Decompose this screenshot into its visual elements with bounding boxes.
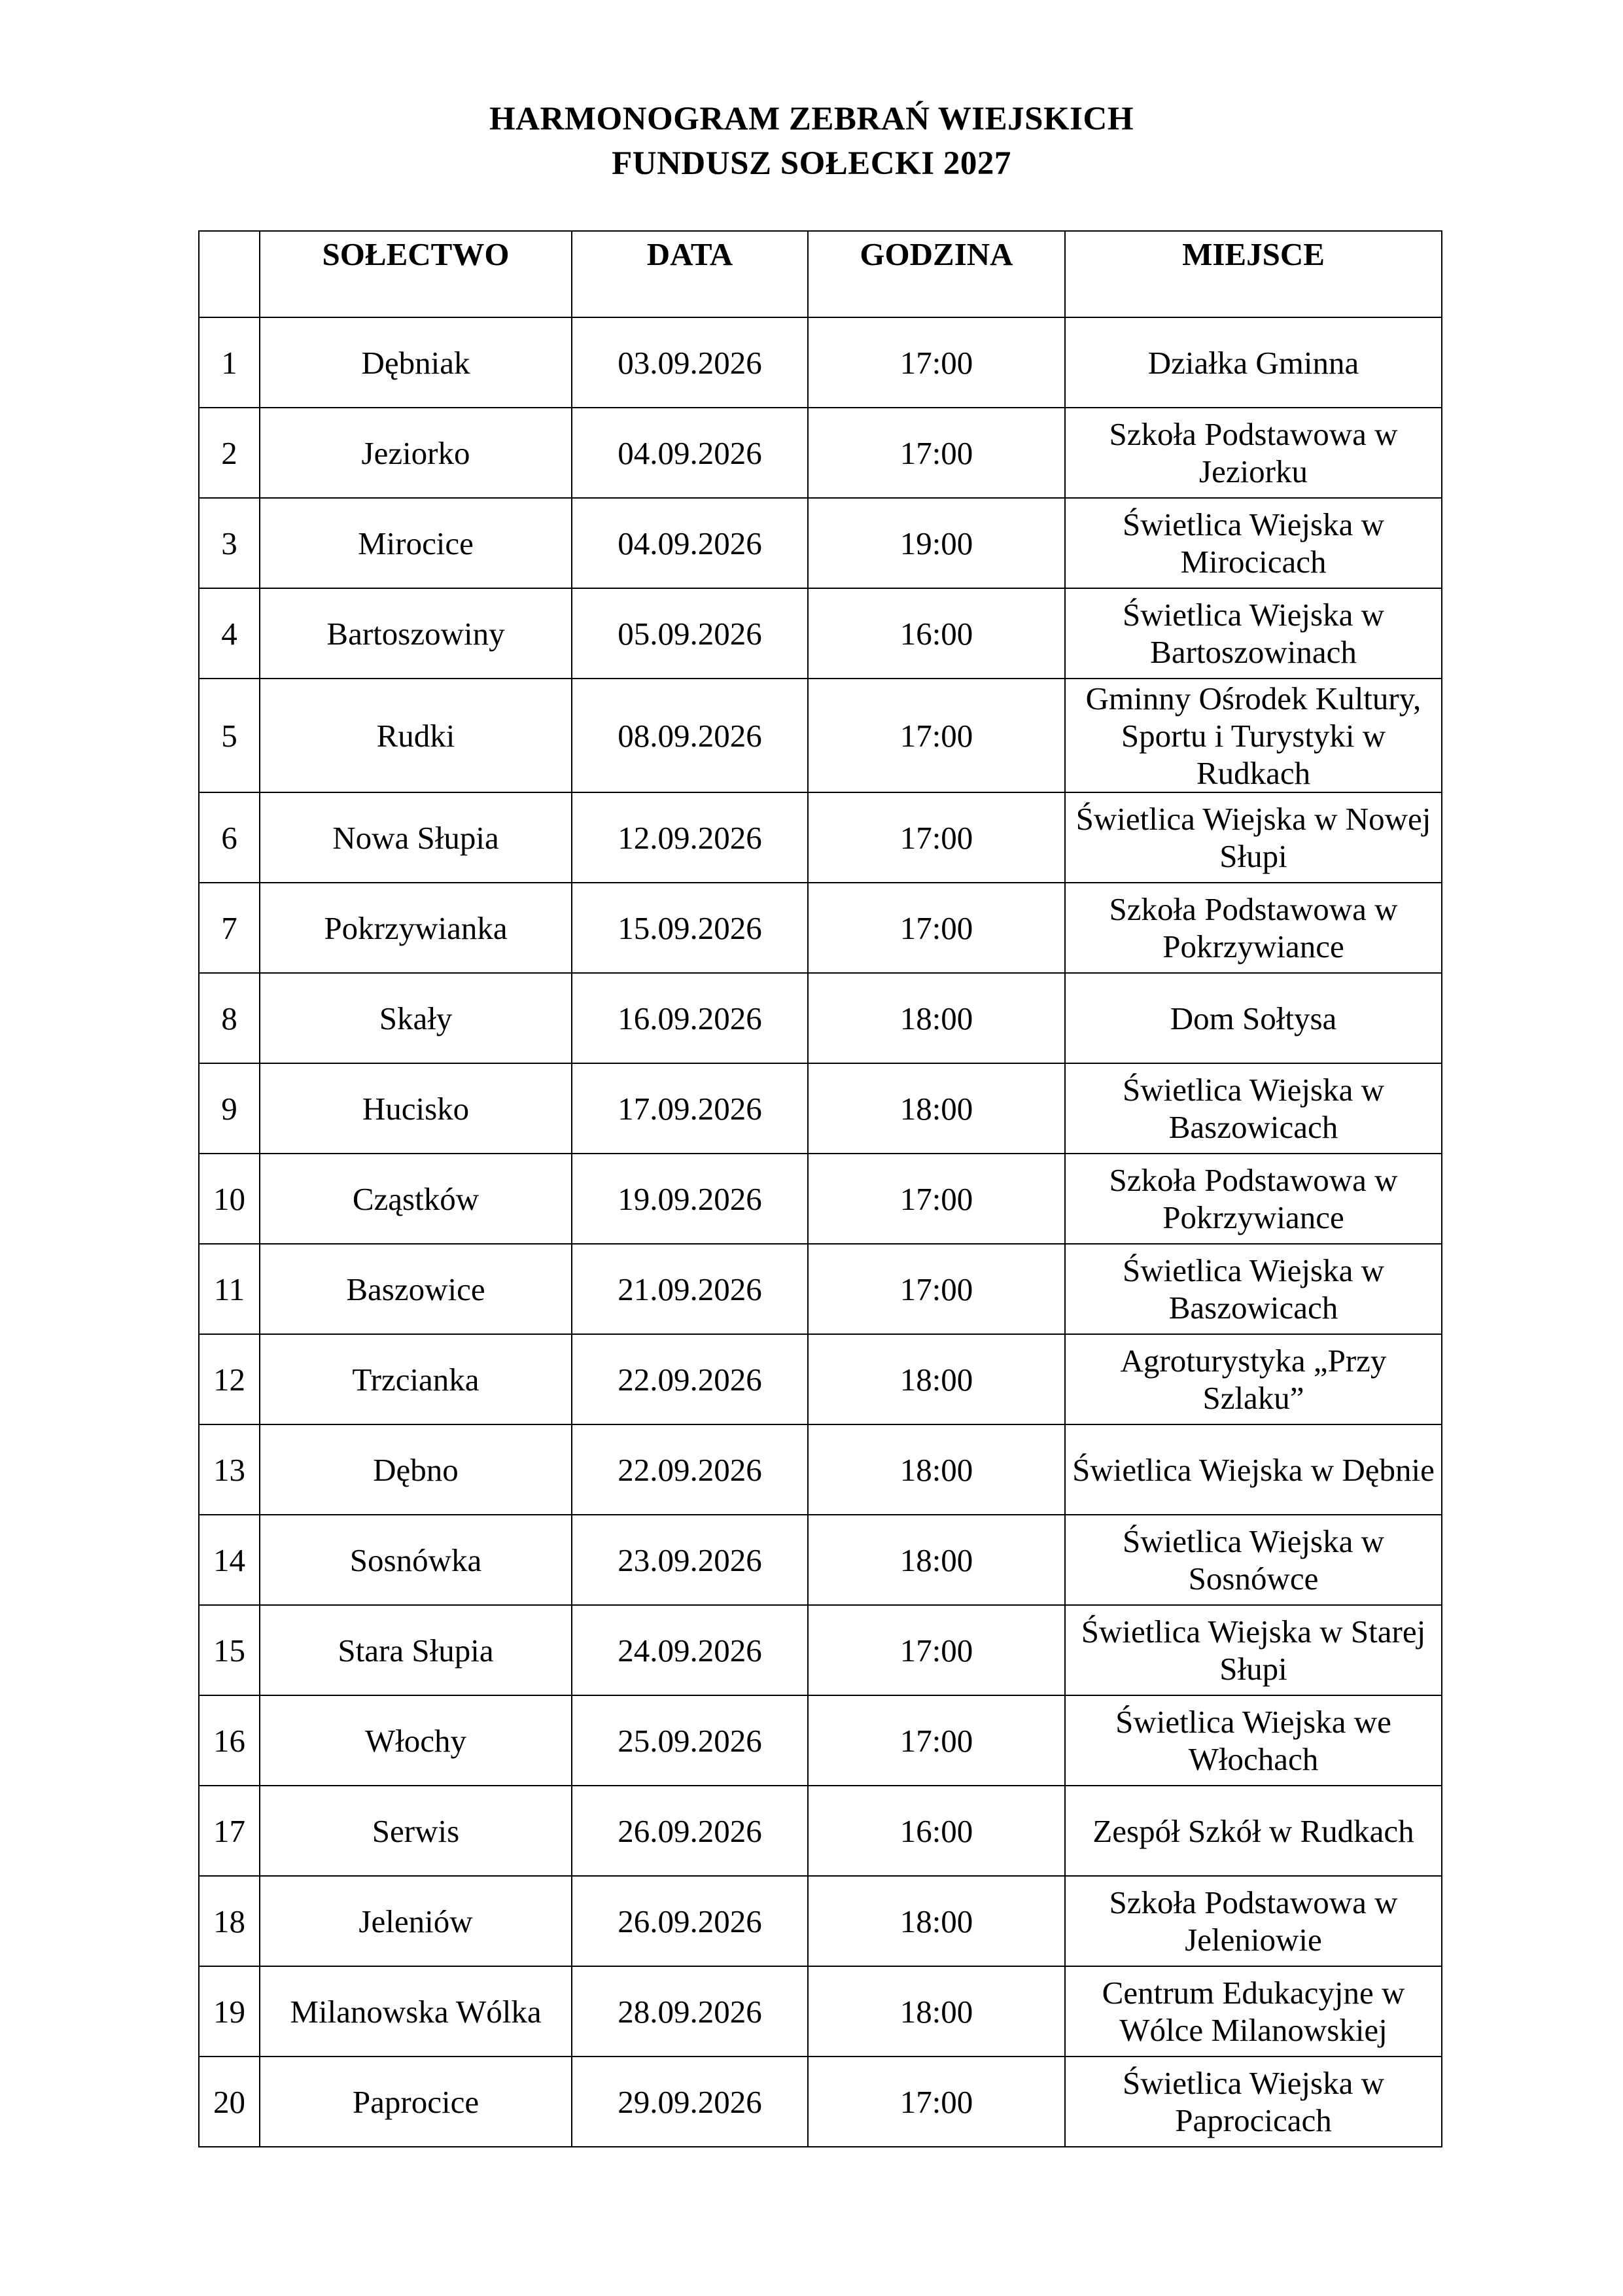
table-row — [199, 1063, 1442, 1154]
meeting-place: Szkoła Podstawowa w Pokrzywiance — [1065, 1154, 1442, 1244]
meeting-date: 29.09.2026 — [572, 2057, 808, 2147]
meeting-date: 04.09.2026 — [572, 498, 808, 588]
table-row — [199, 498, 1442, 588]
meeting-place: Szkoła Podstawowa w Jeleniowie — [1065, 1876, 1442, 1966]
meeting-time: 18:00 — [808, 1515, 1065, 1605]
village-name: Sosnówka — [260, 1515, 572, 1605]
meeting-place: Dom Sołtysa — [1065, 973, 1442, 1063]
meeting-date: 28.09.2026 — [572, 1966, 808, 2057]
row-number: 8 — [199, 973, 260, 1063]
row-number: 15 — [199, 1605, 260, 1695]
table-row — [199, 1786, 1442, 1876]
table-row — [199, 1334, 1442, 1424]
table-row — [199, 1605, 1442, 1695]
meeting-place: Świetlica Wiejska w Sosnówce — [1065, 1515, 1442, 1605]
meeting-place: Świetlica Wiejska w Baszowicach — [1065, 1244, 1442, 1334]
meeting-place: Centrum Edukacyjne w Wólce Milanowskiej — [1065, 1966, 1442, 2057]
meeting-time: 17:00 — [808, 2057, 1065, 2147]
header-date: DATA — [572, 231, 808, 317]
meeting-place: Świetlica Wiejska w Mirocicach — [1065, 498, 1442, 588]
meeting-time: 18:00 — [808, 973, 1065, 1063]
meeting-place: Świetlica Wiejska w Bartoszowinach — [1065, 588, 1442, 679]
village-name: Mirocice — [260, 498, 572, 588]
village-name: Dębniak — [260, 317, 572, 408]
header-time: GODZINA — [808, 231, 1065, 317]
meeting-time: 17:00 — [808, 1244, 1065, 1334]
village-name: Baszowice — [260, 1244, 572, 1334]
village-name: Bartoszowiny — [260, 588, 572, 679]
meeting-date: 21.09.2026 — [572, 1244, 808, 1334]
meeting-place: Gminny Ośrodek Kultury, Sportu i Turystyki w Rudkach — [1065, 679, 1442, 792]
table-header — [199, 231, 1442, 317]
table-row — [199, 1966, 1442, 2057]
row-number: 3 — [199, 498, 260, 588]
row-number: 13 — [199, 1424, 260, 1515]
row-number: 18 — [199, 1876, 260, 1966]
row-number: 9 — [199, 1063, 260, 1154]
row-number: 6 — [199, 792, 260, 883]
meeting-date: 16.09.2026 — [572, 973, 808, 1063]
header-place: MIEJSCE — [1065, 231, 1442, 317]
village-name: Włochy — [260, 1695, 572, 1786]
meeting-date: 17.09.2026 — [572, 1063, 808, 1154]
table-row — [199, 317, 1442, 408]
village-name: Skały — [260, 973, 572, 1063]
meeting-place: Świetlica Wiejska w Starej Słupi — [1065, 1605, 1442, 1695]
table-row — [199, 1876, 1442, 1966]
meeting-time: 16:00 — [808, 588, 1065, 679]
table-row — [199, 1515, 1442, 1605]
row-number: 2 — [199, 408, 260, 498]
table-row — [199, 679, 1442, 792]
meeting-date: 05.09.2026 — [572, 588, 808, 679]
table-row — [199, 1695, 1442, 1786]
row-number: 5 — [199, 679, 260, 792]
meeting-time: 17:00 — [808, 1695, 1065, 1786]
row-number: 7 — [199, 883, 260, 973]
meeting-date: 26.09.2026 — [572, 1786, 808, 1876]
meeting-date: 22.09.2026 — [572, 1334, 808, 1424]
meeting-place: Świetlica Wiejska w Nowej Słupi — [1065, 792, 1442, 883]
village-name: Serwis — [260, 1786, 572, 1876]
village-name: Cząstków — [260, 1154, 572, 1244]
row-number: 20 — [199, 2057, 260, 2147]
village-name: Trzcianka — [260, 1334, 572, 1424]
village-name: Paprocice — [260, 2057, 572, 2147]
table-row — [199, 1424, 1442, 1515]
row-number: 17 — [199, 1786, 260, 1876]
meeting-place: Świetlica Wiejska w Dębnie — [1065, 1424, 1442, 1515]
meeting-date: 23.09.2026 — [572, 1515, 808, 1605]
table-row — [199, 792, 1442, 883]
table-row — [199, 588, 1442, 679]
row-number: 16 — [199, 1695, 260, 1786]
table-body — [199, 317, 1442, 2147]
meeting-place: Świetlica Wiejska w Baszowicach — [1065, 1063, 1442, 1154]
meeting-time: 17:00 — [808, 408, 1065, 498]
title-line-2: FUNDUSZ SOŁECKI 2027 — [612, 145, 1011, 182]
row-number: 1 — [199, 317, 260, 408]
meeting-time: 19:00 — [808, 498, 1065, 588]
table-row — [199, 2057, 1442, 2147]
meeting-time: 17:00 — [808, 883, 1065, 973]
row-number: 12 — [199, 1334, 260, 1424]
meeting-date: 15.09.2026 — [572, 883, 808, 973]
meeting-date: 19.09.2026 — [572, 1154, 808, 1244]
row-number: 14 — [199, 1515, 260, 1605]
meeting-time: 18:00 — [808, 1334, 1065, 1424]
table-row — [199, 1244, 1442, 1334]
header-row — [199, 231, 1442, 317]
village-name: Hucisko — [260, 1063, 572, 1154]
meeting-time: 17:00 — [808, 792, 1065, 883]
table-row — [199, 1154, 1442, 1244]
table-row — [199, 408, 1442, 498]
village-name: Pokrzywianka — [260, 883, 572, 973]
meeting-place: Zespół Szkół w Rudkach — [1065, 1786, 1442, 1876]
village-name: Jeziorko — [260, 408, 572, 498]
meeting-date: 03.09.2026 — [572, 317, 808, 408]
village-name: Milanowska Wólka — [260, 1966, 572, 2057]
village-name: Dębno — [260, 1424, 572, 1515]
meeting-date: 22.09.2026 — [572, 1424, 808, 1515]
row-number: 4 — [199, 588, 260, 679]
meeting-place: Agroturystyka „Przy Szlaku” — [1065, 1334, 1442, 1424]
meeting-time: 18:00 — [808, 1063, 1065, 1154]
meeting-time: 17:00 — [808, 1154, 1065, 1244]
meeting-date: 12.09.2026 — [572, 792, 808, 883]
header-village: SOŁECTWO — [260, 231, 572, 317]
meeting-time: 18:00 — [808, 1966, 1065, 2057]
row-number: 19 — [199, 1966, 260, 2057]
village-name: Jeleniów — [260, 1876, 572, 1966]
title-line-1: HARMONOGRAM ZEBRAŃ WIEJSKICH — [489, 101, 1134, 137]
village-name: Stara Słupia — [260, 1605, 572, 1695]
meeting-date: 04.09.2026 — [572, 408, 808, 498]
meeting-time: 17:00 — [808, 679, 1065, 792]
village-name: Rudki — [260, 679, 572, 792]
meeting-time: 18:00 — [808, 1424, 1065, 1515]
meeting-place: Świetlica Wiejska w Paprocicach — [1065, 2057, 1442, 2147]
meeting-place: Działka Gminna — [1065, 317, 1442, 408]
meeting-date: 25.09.2026 — [572, 1695, 808, 1786]
meeting-date: 08.09.2026 — [572, 679, 808, 792]
meeting-time: 17:00 — [808, 317, 1065, 408]
meeting-place: Świetlica Wiejska we Włochach — [1065, 1695, 1442, 1786]
header-number — [199, 231, 260, 317]
meeting-schedule-table — [198, 230, 1442, 2147]
meeting-place: Szkoła Podstawowa w Pokrzywiance — [1065, 883, 1442, 973]
meeting-place: Szkoła Podstawowa w Jeziorku — [1065, 408, 1442, 498]
meeting-time: 17:00 — [808, 1605, 1065, 1695]
table-row — [199, 973, 1442, 1063]
village-name: Nowa Słupia — [260, 792, 572, 883]
meeting-time: 18:00 — [808, 1876, 1065, 1966]
meeting-date: 24.09.2026 — [572, 1605, 808, 1695]
row-number: 11 — [199, 1244, 260, 1334]
document-title — [0, 97, 1623, 186]
meeting-date: 26.09.2026 — [572, 1876, 808, 1966]
row-number: 10 — [199, 1154, 260, 1244]
meeting-time: 16:00 — [808, 1786, 1065, 1876]
table-row — [199, 883, 1442, 973]
